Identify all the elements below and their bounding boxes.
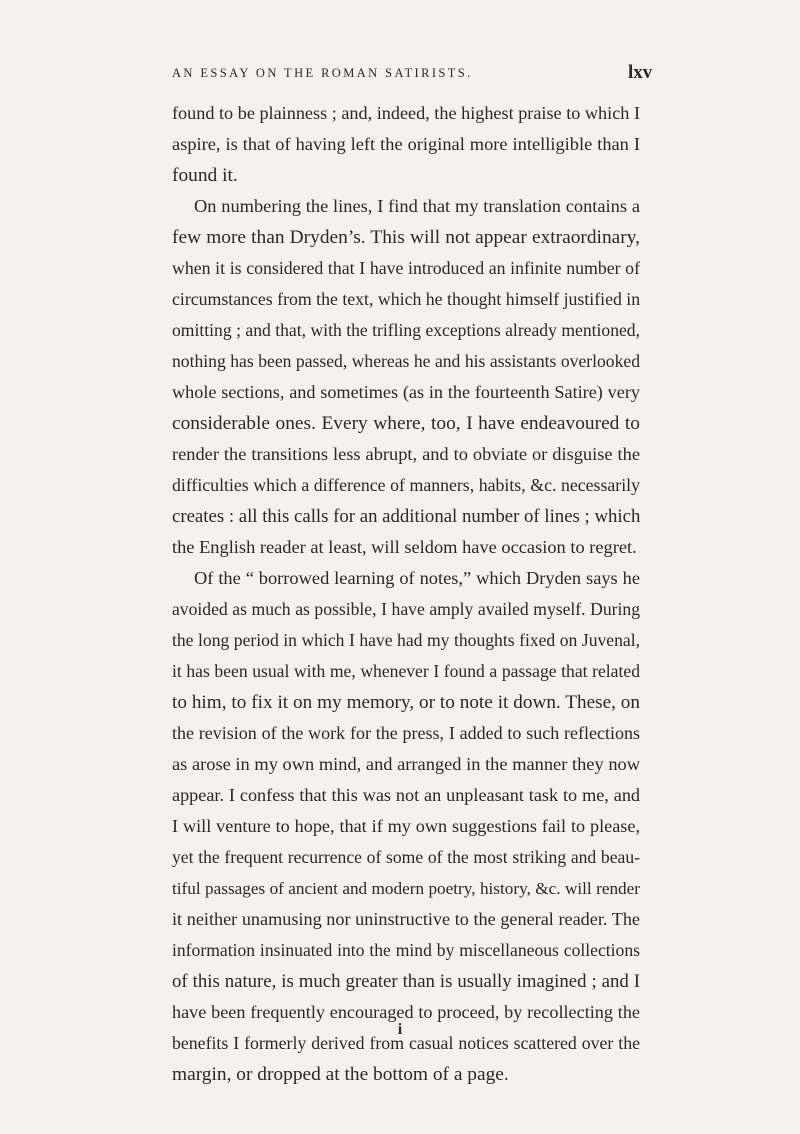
text-line: margin, or dropped at the bottom of a page.: [172, 1064, 509, 1085]
text-line: Of the “ borrowed learning of notes,” which Dryden says he: [194, 568, 640, 588]
text-line: the revision of the work for the press, I added to such reflections: [172, 723, 640, 743]
text-line: few more than Dryden’s. This will not appear extraordinary,: [172, 227, 640, 248]
text-line: found it.: [172, 165, 238, 186]
text-line: it neither unamusing nor uninstructive to the general reader. The: [172, 909, 640, 929]
running-header: [0, 62, 800, 88]
text-line: nothing has been passed, whereas he and his assistants overlooked: [172, 351, 640, 371]
text-line: creates : all this calls for an additional number of lines ; which: [172, 506, 641, 527]
text-line: information insinuated into the mind by miscellaneous collections: [172, 940, 640, 960]
text-line: difficulties which a difference of manners, habits, &c. necessarily: [172, 475, 640, 495]
text-line: circumstances from the text, which he thought himself justified in: [172, 289, 641, 309]
text-line: avoided as much as possible, I have amply availed myself. During: [172, 599, 640, 619]
text-line: have been frequently encouraged to proceed, by recollecting the: [172, 1002, 640, 1022]
text-line: aspire, is that of having left the original more intelligible than I: [172, 134, 640, 154]
text-line: the English reader at least, will seldom have occasion to regret.: [172, 537, 637, 557]
text-line: I will venture to hope, that if my own suggestions fail to please,: [172, 816, 640, 836]
text-line: render the transitions less abrupt, and to obviate or disguise the: [172, 444, 640, 464]
text-line: found to be plainness ; and, indeed, the highest praise to which I: [172, 103, 640, 123]
text-line: to him, to fix it on my memory, or to note it down. These, on: [172, 692, 640, 713]
text-line: whole sections, and sometimes (as in the fourteenth Satire) very: [172, 382, 640, 402]
text-line: as arose in my own mind, and arranged in the manner they now: [172, 754, 640, 774]
page-number: lxv: [628, 62, 653, 83]
text-line: it has been usual with me, whenever I found a passage that related: [172, 661, 640, 681]
text-line: On numbering the lines, I find that my translation contains a: [194, 196, 640, 216]
text-line: benefits I formerly derived from casual notices scattered over the: [172, 1033, 640, 1053]
text-line: when it is considered that I have introduced an infinite number of: [172, 258, 640, 278]
text-line: appear. I confess that this was not an unpleasant task to me, and: [172, 785, 640, 805]
text-line: the long period in which I have had my thoughts fixed on Juvenal,: [172, 630, 640, 650]
text-line: tiful passages of ancient and modern poetry, history, &c. will render: [172, 879, 640, 898]
text-line: yet the frequent recurrence of some of the most striking and beau-: [172, 847, 640, 867]
text-line: omitting ; and that, with the trifling exceptions already mentioned,: [172, 320, 640, 340]
body-text: [172, 98, 640, 1090]
signature-mark: i: [397, 1021, 403, 1038]
text-line: of this nature, is much greater than is usually imagined ; and I: [172, 971, 640, 992]
text-line: considerable ones. Every where, too, I have endeavoured to: [172, 413, 640, 434]
running-title: AN ESSAY ON THE ROMAN SATIRISTS.: [172, 66, 473, 80]
